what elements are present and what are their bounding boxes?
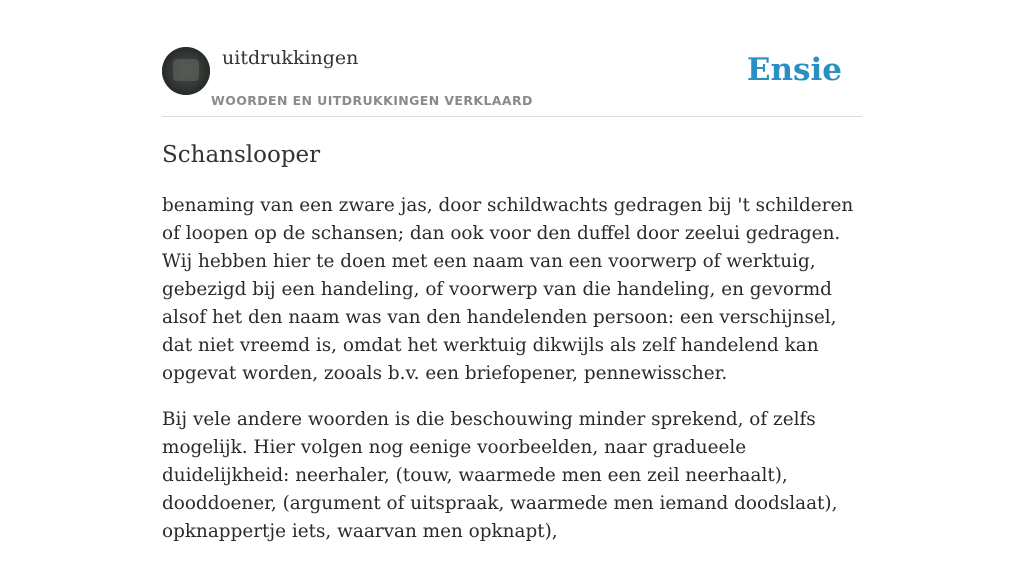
definition-paragraph: Bij vele andere woorden is die beschouwing minder sprekend, of zelfs mogelijk. Hier volgen nog eenige voorbeelden, naar gradueele duidelijkheid: neerhaler, (touw, waarmede men een zeil neerhaalt), dooddoener, (argument of uitspraak, waarmede men iemand doodslaat), opknappertje iets, waarvan men opknapt),: [162, 409, 838, 542]
site-name-link[interactable]: uitdrukkingen: [222, 47, 359, 69]
avatar-image: [173, 59, 199, 81]
site-avatar[interactable]: [162, 47, 210, 95]
site-tagline: WOORDEN EN UITDRUKKINGEN VERKLAARD: [211, 93, 533, 108]
ensie-logo-link[interactable]: Ensie: [746, 52, 842, 88]
entry-title: Schanslooper: [162, 142, 321, 168]
entry-definition: [162, 192, 862, 564]
site-header: [162, 0, 862, 117]
definition-paragraph: benaming van een zware jas, door schildwachts gedragen bij 't schilderen of loopen op de schansen; dan ook voor den duffel door zeelui gedragen. Wij hebben hier te doen met een naam van een voorwerp of werktuig, gebezigd bij een handeling, of voorwerp van die handeling, en gevormd alsof het den naam was van den handelenden persoon: een verschijnsel, dat niet vreemd is, omdat het werktuig dikwijls als zelf handelend kan opgevat worden, zooals b.v. een briefopener, pennewisscher.: [162, 195, 854, 384]
page-container: [162, 0, 862, 542]
